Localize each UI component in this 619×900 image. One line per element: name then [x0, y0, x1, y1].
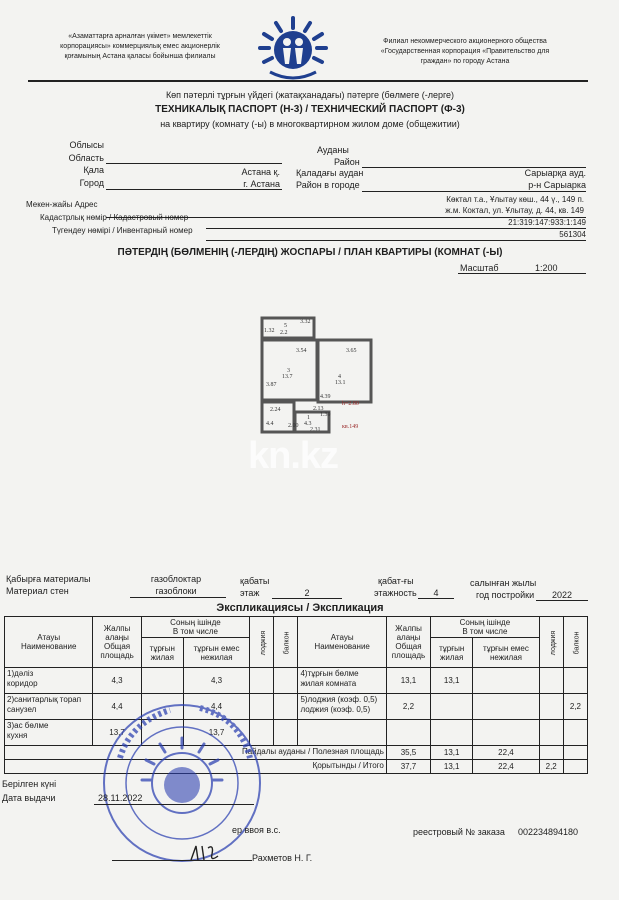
government-sun-logo-icon — [256, 14, 330, 82]
dim-332: 3.32 — [300, 319, 311, 325]
row1-nonliving: 4,3 — [183, 668, 249, 694]
totals-nonliving: 22,4 — [473, 760, 539, 774]
floor-value: 2 — [304, 588, 310, 598]
gorod-line — [106, 189, 282, 190]
row1-name: 1)дәліз коридор — [5, 668, 93, 694]
year-label-ru: год постройки — [476, 590, 535, 600]
signature-line — [112, 860, 252, 861]
watermark: kn.kz — [248, 435, 339, 477]
issued-line — [94, 804, 254, 805]
oblys-kz-label: Облысы — [69, 140, 104, 150]
dim-213: 2.13 — [313, 406, 324, 412]
empty-nonliving — [473, 720, 539, 746]
dim-200: 2.00 — [288, 423, 299, 429]
room2-area: 4.4 — [266, 421, 274, 427]
left-org-line-2: корпорациясы» коммерциялық емес акционерлік — [60, 43, 220, 50]
header-name-left: Атауы Наименование — [5, 617, 93, 668]
dim-132: 1.32 — [264, 328, 275, 334]
floors-label-ru: этажность — [374, 588, 417, 598]
explication-table — [4, 616, 588, 774]
empty-living — [431, 720, 473, 746]
row3-nonliving: 13,7 — [183, 720, 249, 746]
issued-label-kz: Берілген күні — [2, 779, 57, 789]
address-ru-value: ж.м. Коктал, ул. Ұлытау, д. 44, кв. 149 — [445, 206, 584, 215]
useful-loggia — [539, 746, 563, 760]
order-value: 002234894180 — [518, 827, 579, 837]
row1-balcony — [274, 668, 298, 694]
scale-line — [458, 273, 586, 274]
floor-plan-drawing — [250, 310, 380, 435]
wall-value-kz: газоблоктар — [150, 574, 202, 584]
row5-balcony: 2,2 — [563, 694, 587, 720]
room3-num: 3 — [287, 368, 290, 374]
totals-total: 37,7 — [386, 760, 430, 774]
empty-name — [298, 720, 386, 746]
apt-number: кв.149 — [342, 424, 359, 430]
header-logo — [256, 14, 330, 82]
empty-loggia — [539, 720, 563, 746]
row5-loggia — [539, 694, 563, 720]
row1-living — [141, 668, 183, 694]
floor-label-ru: этаж — [240, 588, 260, 598]
district-kz-value: Сарыарқа ауд. — [524, 168, 586, 178]
useful-area-row — [5, 746, 588, 760]
floor-line — [272, 598, 342, 599]
totals-living: 13,1 — [431, 760, 473, 774]
row4-balcony — [563, 668, 587, 694]
row3-total: 13,7 — [93, 720, 141, 746]
row2-total: 4,4 — [93, 694, 141, 720]
year-label-kz: салынған жылы — [470, 578, 537, 588]
row1-total: 4,3 — [93, 668, 141, 694]
inventory-value: 561304 — [559, 230, 586, 239]
header-living-left: тұрғын жилая — [141, 638, 183, 668]
room4-area: 13.1 — [335, 380, 346, 386]
row4-nonliving — [473, 668, 539, 694]
oblast-line — [106, 163, 282, 164]
row5-living — [431, 694, 473, 720]
left-org-line-1: «Азаматтарға арналған үкімет» мемлекеттік — [68, 33, 212, 40]
table-header-row-1 — [5, 617, 588, 638]
cadastral-line — [206, 228, 586, 229]
header-name-right: Атауы Наименование — [298, 617, 386, 668]
row2-name: 2)санитарлық торап санузел — [5, 694, 93, 720]
signer-name: Рахметов Н. Г. — [252, 853, 313, 863]
room1-num: 1 — [307, 415, 310, 421]
row5-total: 2,2 — [386, 694, 430, 720]
district-line — [362, 191, 586, 192]
empty-total — [386, 720, 430, 746]
kala-kz-label: Қала — [83, 165, 104, 175]
header-living-right: тұрғын жилая — [431, 638, 473, 668]
order-label: реестровый № заказа — [413, 827, 505, 837]
header-total-right: Жалпы алаңы Общая площадь — [386, 617, 430, 668]
table-row — [5, 668, 588, 694]
useful-label: Пайдалы ауданы / Полезная площадь — [5, 746, 387, 760]
oblast-ru-label: Область — [68, 153, 104, 163]
useful-nonliving: 22,4 — [473, 746, 539, 760]
address-label: Мекен-жайы Адрес — [26, 200, 98, 209]
row4-total: 13,1 — [386, 668, 430, 694]
district-ru-value: р-н Сарыарка — [528, 180, 586, 190]
raion-v-gorode-ru-label: Район в городе — [296, 180, 360, 190]
sign-small-text: ер ввоя в.с. — [232, 825, 281, 835]
city-ru-value: г. Астана — [243, 179, 280, 189]
row5-name: 5)лоджия (коэф. 0,5) лоджия (коэф. 0,5) — [298, 694, 386, 720]
title-line-2: ТЕХНИКАЛЫҚ ПАСПОРТ (Н-3) / ТЕХНИЧЕСКИЙ ПАСПОРТ (Ф-3) — [155, 104, 465, 115]
useful-living: 13,1 — [431, 746, 473, 760]
row4-living: 13,1 — [431, 668, 473, 694]
dim-231: 2.31 — [310, 427, 321, 433]
floors-value: 4 — [433, 588, 439, 598]
inventory-line — [206, 240, 586, 241]
signature-icon — [188, 842, 222, 864]
wall-line — [130, 597, 226, 598]
dim-354: 3.54 — [296, 348, 307, 354]
header-loggia-right: лоджия — [539, 617, 563, 668]
wall-label-ru: Материал стен — [6, 586, 69, 596]
cadastral-value: 21:319:147:933:1:149 — [508, 218, 586, 227]
header-nonliving-right: тұрғын емес нежилая — [473, 638, 539, 668]
scale-value: 1:200 — [535, 263, 558, 273]
audany-kz-label: Ауданы — [317, 145, 349, 155]
table-row — [5, 720, 588, 746]
gorod-ru-label: Город — [79, 178, 104, 188]
kala-audan-kz-label: Қаладағы аудан — [296, 168, 364, 178]
row3-name: 3)ас бөлме кухня — [5, 720, 93, 746]
totals-balcony — [563, 760, 587, 774]
floors-label-kz: қабат-ғы — [378, 576, 414, 586]
empty-balcony — [563, 720, 587, 746]
header-nonliving-left: тұрғын емес нежилая — [183, 638, 249, 668]
dim-139: 1.39 — [320, 412, 331, 418]
issued-date: 28.11.2022 — [98, 793, 143, 803]
totals-loggia: 2,2 — [539, 760, 563, 774]
dim-439: 4.39 — [320, 394, 331, 400]
totals-row — [5, 760, 588, 774]
year-line — [536, 600, 588, 601]
room3-area: 13.7 — [282, 374, 293, 380]
header-total-left: Жалпы алаңы Общая площадь — [93, 617, 141, 668]
right-org-line-3: граждан» по городу Астана — [420, 58, 510, 65]
title-line-1: Көп пәтерлі тұрғын үйдегі (жатақханадағы) пәтерге (бөлмеге (-лерге) — [165, 90, 455, 100]
right-org-line-1: Филиал некоммерческого акционерного общества — [383, 38, 547, 45]
header-balcony-right: балкон — [563, 617, 587, 668]
inventory-label: Түгендеу нөмірі / Инвентарный номер — [52, 226, 193, 235]
floors-line — [418, 598, 454, 599]
room5-num: 5 — [284, 323, 287, 329]
room-living — [318, 340, 371, 402]
left-org-line-3: қоғамының Астана қаласы бойынша филиалы — [64, 53, 216, 60]
table-row — [5, 694, 588, 720]
year-value: 2022 — [552, 590, 573, 600]
row2-nonliving: 4,4 — [183, 694, 249, 720]
dim-224: 2.24 — [270, 407, 281, 413]
row5-nonliving — [473, 694, 539, 720]
dim-387: 3.87 — [266, 382, 277, 388]
header-ofwhich-left: Соның ішінде В том числе — [141, 617, 250, 638]
raion-ru-label: Район — [334, 157, 360, 167]
header-loggia-left: лоджия — [250, 617, 274, 668]
height: h=2.80 — [342, 401, 359, 407]
title-line-3: на квартиру (комнату (-ы) в многоквартирном жилом доме (общежитии) — [160, 119, 460, 129]
dim-365: 3.65 — [346, 348, 357, 354]
useful-total: 35,5 — [386, 746, 430, 760]
plan-title: ПӘТЕРДІҢ (БӨЛМЕНІҢ (-ЛЕРДІҢ) ЖОСПАРЫ / ПЛАН КВАРТИРЫ (КОМНАТ (-Ы) — [117, 247, 503, 258]
row4-loggia — [539, 668, 563, 694]
header-divider — [28, 80, 588, 82]
wall-label-kz: Қабырға материалы — [6, 574, 91, 584]
floor-label-kz: қабаты — [240, 576, 270, 586]
scale-label: Масштаб — [460, 263, 499, 273]
wall-value-ru: газоблоки — [155, 586, 197, 596]
room5-area: 2.2 — [280, 330, 288, 336]
issued-label-ru: Дата выдачи — [2, 793, 56, 803]
right-org-line-2: «Государственная корпорация «Правительство для — [380, 48, 550, 55]
totals-label: Қорытынды / Итого — [5, 760, 387, 774]
header-balcony-left: балкон — [274, 617, 298, 668]
room4-num: 4 — [338, 374, 341, 380]
useful-balcony — [563, 746, 587, 760]
cadastral-label: Кадастрлық нөмір / Кадастровый номер — [40, 213, 189, 222]
row1-loggia — [250, 668, 274, 694]
row4-name: 4)тұрғын бөлме жилая комната — [298, 668, 386, 694]
header-ofwhich-right: Соның ішінде В том числе — [431, 617, 540, 638]
explication-title: Экспликациясы / Экспликация — [216, 602, 384, 614]
city-kz-value: Астана қ. — [241, 167, 280, 177]
address-kz-value: Көктал т.а., Ұлытау көш., 44 ү., 149 п. — [446, 195, 584, 204]
room1-area: 4.3 — [304, 421, 312, 427]
